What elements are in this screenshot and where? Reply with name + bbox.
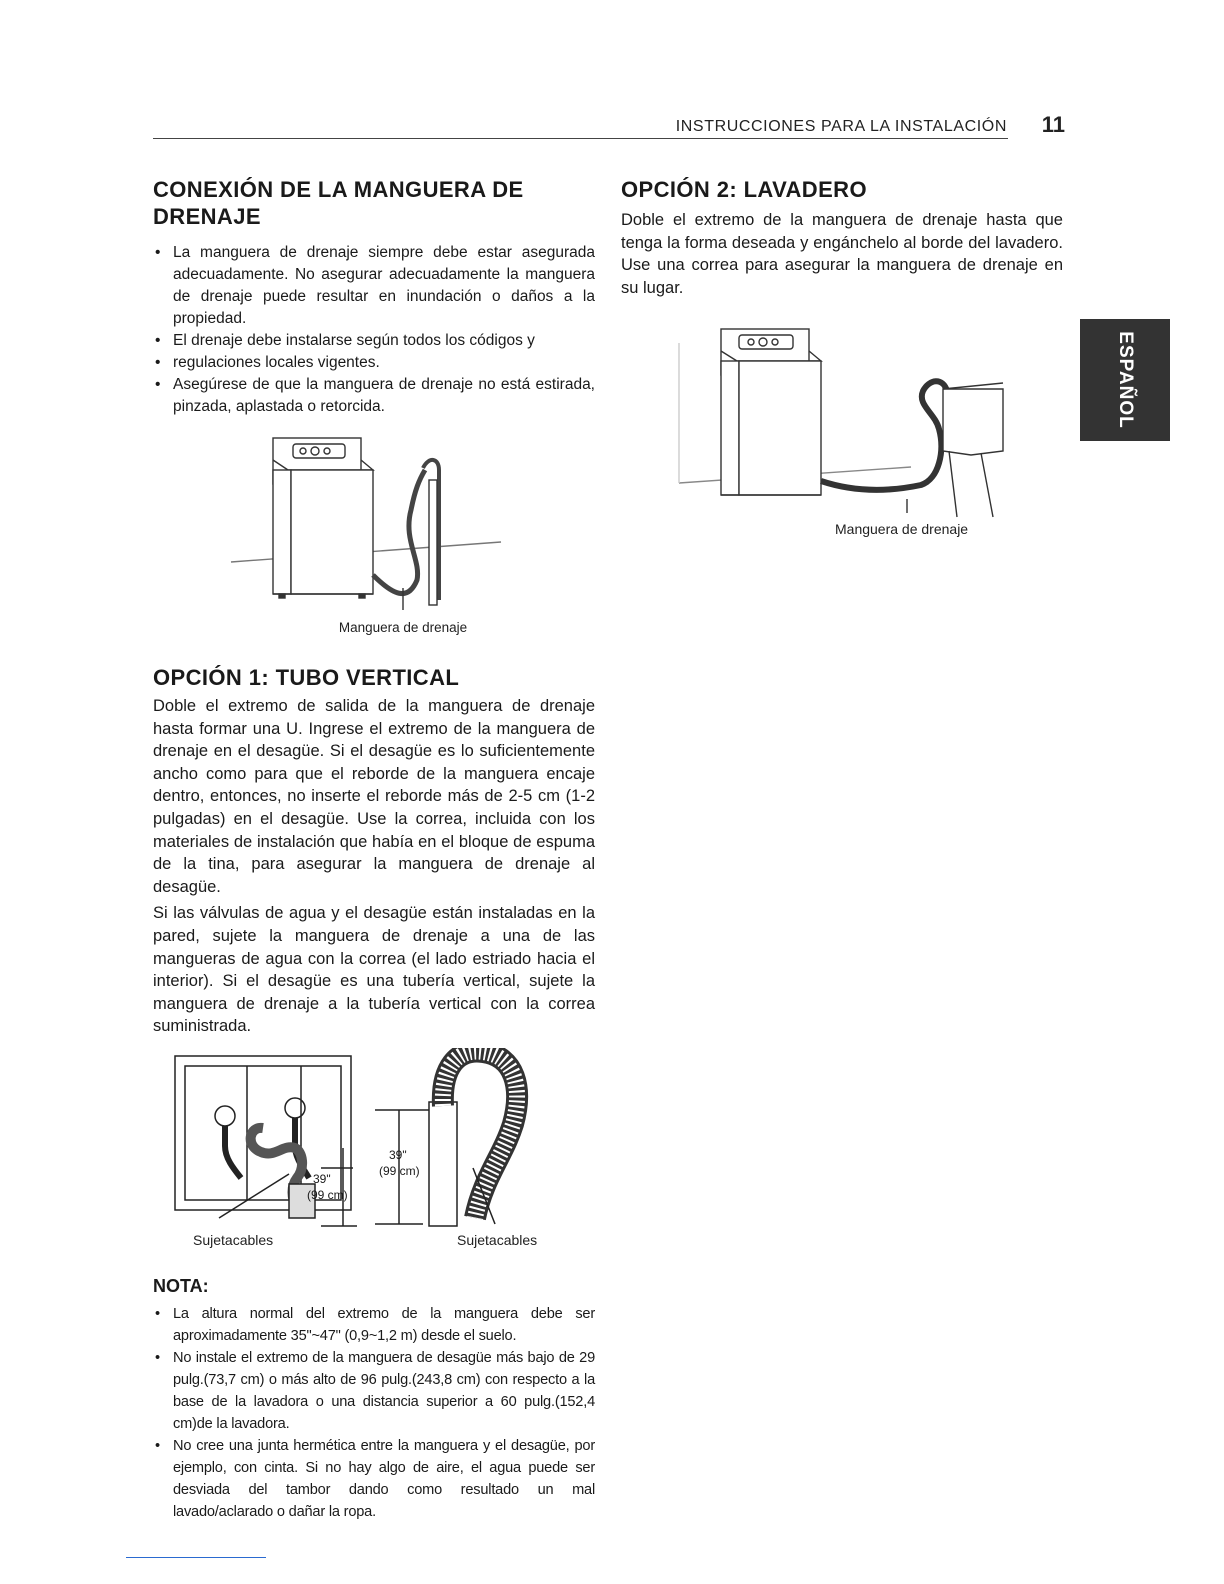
page-header: [153, 112, 1065, 142]
cable-tie-label-right: Sujetacables: [457, 1231, 538, 1248]
standpipe-illustration: [153, 1048, 595, 1244]
drain-bullets: [153, 242, 595, 418]
header-title: INSTRUCCIONES PARA LA INSTALACIÓN: [675, 118, 1007, 135]
laundry-tub-figure: [621, 321, 1063, 551]
figure-caption: Manguera de drenaje: [835, 521, 969, 538]
note-list: [153, 1303, 595, 1523]
standpipe-figure: [153, 1048, 595, 1266]
washer-drain-illustration: [153, 430, 595, 626]
language-tab-label: ESPAÑOL: [1115, 331, 1136, 429]
figure-caption: Manguera de drenaje: [338, 620, 468, 635]
dim-left-value: 39": [313, 1171, 331, 1186]
option1-title: OPCIÓN 1: TUBO VERTICAL: [153, 665, 460, 690]
option1-paragraph-2: Si las válvulas de agua y el desagüe están instaladas en la pared, sujete la manguera de drenaje a una de las mangueras de agua con la correa (el lado estriado hacia el interior). Si el desagüe es una tubería vertical, sujete la manguera de drenaje a la tubería vertical con la correa suministrada.: [153, 904, 595, 1036]
header-rule: [153, 138, 1008, 139]
drain-section-title: CONEXIÓN DE LA MANGUERA DE DRENAJE: [153, 177, 524, 229]
note-item: • No instale el extremo de la manguera de desagüe más bajo de 29 pulg.(73,7 cm) o más alto de 96 pulg.(243,8 cm) con respecto a la base de la lavadora o una distancia superior a 60 pulg.(152,4 cm)de la lavadora.: [153, 1347, 595, 1435]
option1-paragraph-1: Doble el extremo de salida de la manguera de drenaje hasta formar una U. Ingrese el extremo de la manguera de drenaje en el desagüe. Si el desagüe es lo suficientemente ancho como para que el reborde de la manguera encaje dentro, entonces, no inserte el reborde más de 2-5 cm (1-2 pulgadas) en el desagüe. Use la correa, incluida con los materiales de instalación que había en el bloque de espuma de la tina, para asegurar la manguera de drenaje al desagüe.: [153, 697, 595, 896]
note-item: • No cree una junta hermética entre la manguera y el desagüe, por ejemplo, con cinta. Si no hay algo de aire, el agua puede ser desviada del tambor dando como resultado un mal lavado/aclarado o dañar la ropa.: [153, 1435, 595, 1523]
footer-link-rule: [126, 1557, 266, 1558]
language-tab: [1080, 319, 1170, 441]
washer-drain-figure: [153, 430, 595, 650]
dim-left-metric: (99 cm): [307, 1187, 348, 1202]
left-column: [153, 176, 595, 1523]
option2-paragraph: Doble el extremo de la manguera de drenaje hasta que tenga la forma deseada y engánchelo al borde del lavadero. Use una correa para asegurar la manguera de drenaje en su lugar.: [621, 211, 1063, 297]
drain-bullet: • Asegúrese de que la manguera de drenaje no está estirada, pinzada, aplastada o retorcida.: [153, 374, 595, 418]
note-title: NOTA:: [153, 1275, 209, 1296]
laundry-tub-illustration: [621, 321, 1063, 531]
dim-right-value: 39": [389, 1147, 407, 1162]
drain-bullet: • regulaciones locales vigentes.: [153, 352, 595, 374]
option2-title: OPCIÓN 2: LAVADERO: [621, 177, 867, 202]
dim-right-metric: (99 cm): [379, 1163, 420, 1178]
drain-bullet: • El drenaje debe instalarse según todos los códigos y: [153, 330, 595, 352]
page-number: 11: [1041, 112, 1065, 137]
note-item: • La altura normal del extremo de la manguera debe ser aproximadamente 35"~47" (0,9~1,2 m) desde el suelo.: [153, 1303, 595, 1347]
right-column: [621, 176, 1063, 551]
cable-tie-label-left: Sujetacables: [193, 1231, 274, 1248]
drain-bullet: • La manguera de drenaje siempre debe estar asegurada adecuadamente. No asegurar adecuadamente la manguera de drenaje puede resultar en inundación o daños a la propiedad.: [153, 242, 595, 330]
